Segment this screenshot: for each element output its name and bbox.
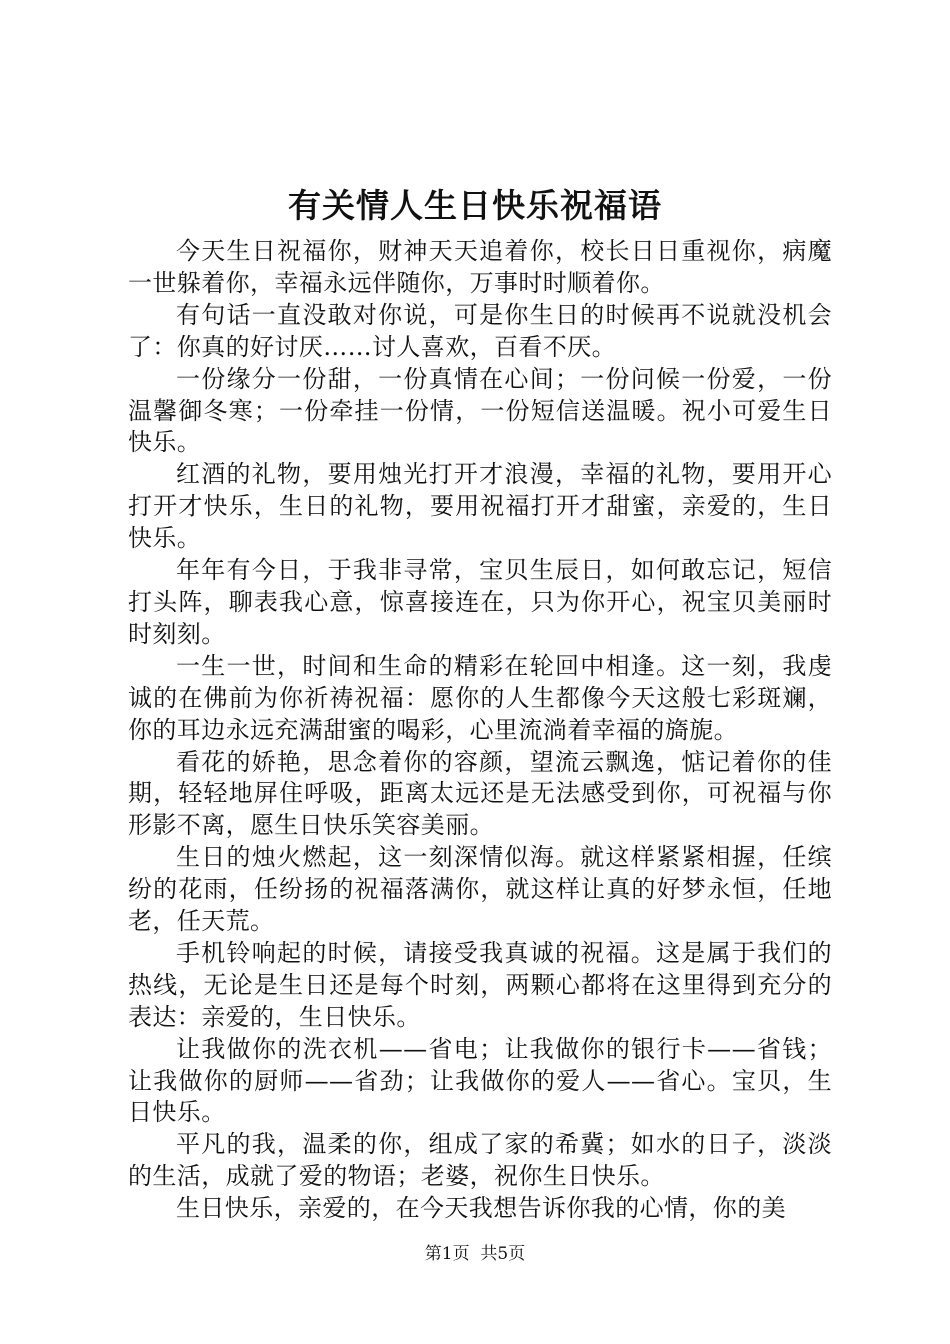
paragraph: 看花的娇艳，思念着你的容颜，望流云飘逸，惦记着你的佳期，轻轻地屏住呼吸，距离太远还是无法感受到你，可祝福与你形影不离，愿生日快乐笑容美丽。 bbox=[128, 747, 832, 840]
page-title: 有关情人生日快乐祝福语 bbox=[288, 186, 662, 225]
paragraph: 生日快乐，亲爱的，在今天我想告诉你我的心情，你的美 bbox=[176, 1194, 786, 1223]
document-body bbox=[128, 236, 832, 1225]
paragraph: 手机铃响起的时候，请接受我真诚的祝福。这是属于我们的热线，无论是生日还是每个时刻，两颗心都将在这里得到充分的表达：亲爱的，生日快乐。 bbox=[128, 938, 832, 1031]
paragraph: 平凡的我，温柔的你，组成了家的希冀；如水的日子，淡淡的生活，成就了爱的物语；老婆，祝你生日快乐。 bbox=[128, 1130, 832, 1191]
paragraph: 一生一世，时间和生命的精彩在轮回中相逢。这一刻，我虔诚的在佛前为你祈祷祝福：愿你的人生都像今天这般七彩斑斓，你的耳边永远充满甜蜜的喝彩，心里流淌着幸福的旖旎。 bbox=[128, 651, 832, 744]
page-number: 第1页 bbox=[424, 1244, 470, 1264]
paragraph: 一份缘分一份甜，一份真情在心间；一份问候一份爱，一份温馨御冬寒；一份牵挂一份情，一份短信送温暖。祝小可爱生日快乐。 bbox=[128, 364, 832, 457]
paragraph: 今天生日祝福你，财神天天追着你，校长日日重视你，病魔一世躲着你，幸福永远伴随你，万事时时顺着你。 bbox=[128, 237, 832, 297]
paragraph: 年年有今日，于我非寻常，宝贝生辰日，如何敢忘记，短信打头阵，聊表我心意，惊喜接连在，只为你开心，祝宝贝美丽时时刻刻。 bbox=[128, 556, 832, 648]
page-footer bbox=[0, 1242, 950, 1266]
paragraph: 红酒的礼物，要用烛光打开才浪漫，幸福的礼物，要用开心打开才快乐，生日的礼物，要用祝福打开才甜蜜，亲爱的，生日快乐。 bbox=[128, 460, 832, 553]
page-total: 共5页 bbox=[480, 1244, 526, 1264]
paragraph: 让我做你的洗衣机——省电；让我做你的银行卡——省钱；让我做你的厨师——省劲；让我做你的爱人——省心。宝贝，生日快乐。 bbox=[128, 1034, 832, 1127]
paragraph: 生日的烛火燃起，这一刻深情似海。就这样紧紧相握，任缤纷的花雨，任纷扬的祝福落满你，就这样让真的好梦永恒，任地老，任天荒。 bbox=[128, 843, 832, 936]
footer-spacer bbox=[470, 1244, 481, 1264]
paragraph: 有句话一直没敢对你说，可是你生日的时候再不说就没机会了：你真的好讨厌……讨人喜欢，百看不厌。 bbox=[128, 300, 832, 361]
